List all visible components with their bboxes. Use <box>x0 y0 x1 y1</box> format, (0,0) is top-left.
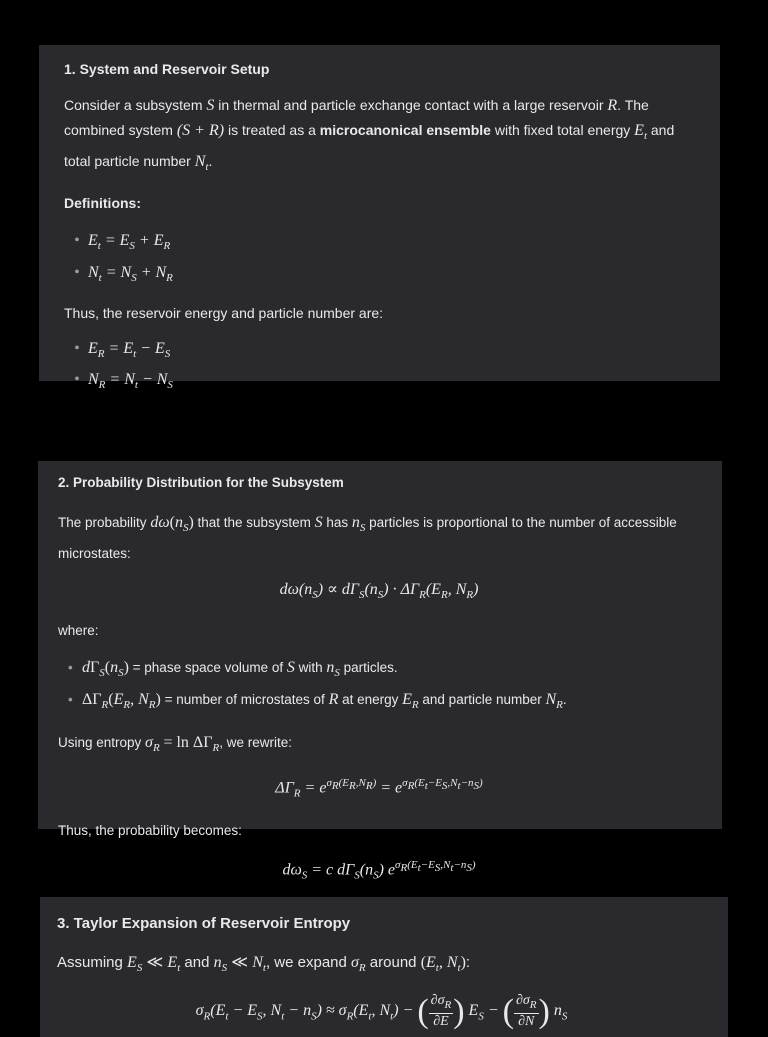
equation-taylor: $\sigma_R(E_t - E_S$, $N_t - n_S) \approx \sigma_R(E_t$, $N_t$) − ( $\frac{\partial\sigma_R}{\partial E}$ ) $E_S$ − ( $\frac{\partial\sigma_R}{\partial N}$ ) $n_S$ <box>195 993 568 1031</box>
taylor-paragraph: Assuming $E_S$ ≪ $E_t$ and $n_S$ ≪ $N_t$, we expand $\sigma_R$ around ($E_t$, $N_t$): <box>57 954 471 975</box>
section-2-card <box>38 461 722 882</box>
reservoir-item: • $N_R = N_t - N_S$ <box>64 367 698 398</box>
reservoir-list <box>64 336 698 398</box>
where-item: • $\Delta\Gamma_R(E_R$, $N_R$) = number of microstates of R at energy $E_R$ and particle number $N_R$. <box>58 687 700 718</box>
definition-item: • $E_t = E_S + E_R$ <box>64 228 698 259</box>
thus-text: Thus, the reservoir energy and particle number are: <box>64 304 384 321</box>
reservoir-item: • $E_R = E_t - E_S$ <box>64 336 698 367</box>
section-title: 3. Taylor Expansion of Reservoir Entropy <box>57 915 351 932</box>
where-label: where: <box>58 623 99 639</box>
where-item: • $d\Gamma_S(n_S)$ = phase space volume of S with $n_S$ particles. <box>58 655 700 686</box>
intro-paragraph: Consider a subsystem S in thermal and particle exchange contact with a large reservoir R. The combined system (S + R) is treated as a microcanonical ensemble with fixed total energy $E_t$ and total particle number $N_t$. <box>64 97 675 174</box>
probability-paragraph: The probability $d\omega(n_S)$ that the subsystem S has $n_S$ particles is proportional to the number of accessible microstates: <box>58 514 677 562</box>
section-title: 1. System and Reservoir Setup <box>64 61 270 77</box>
section-1-card <box>39 45 720 392</box>
section-3-card <box>40 897 728 1037</box>
definitions-label: Definitions: <box>64 195 141 212</box>
equation-proportional: $d\omega(n_S) \propto d\Gamma_S(n_S) \cdot \Delta\Gamma_R(E_R$, $N_R$) <box>279 581 479 602</box>
probability-becomes: Thus, the probability becomes: <box>58 823 242 839</box>
where-list <box>58 655 700 717</box>
definitions-list <box>64 228 698 290</box>
definition-item: • $N_t = N_S + N_R$ <box>64 260 698 291</box>
equation-probability: $d\omega_S = c$ $d\Gamma_S(n_S)$ $e^{\sigma_R(E_t-E_S,N_t-n_S)}$ <box>282 859 476 882</box>
entropy-paragraph: Using entropy $\sigma_R = \ln \Delta\Gamma_R$, we rewrite: <box>58 733 292 754</box>
section-title: 2. Probability Distribution for the Subsystem <box>58 475 344 490</box>
equation-entropy: $\Delta\Gamma_R = e^{\sigma_R(E_R,N_R)} = e^{\sigma_R(E_t-E_S,N_t-n_S)}$ <box>275 776 483 800</box>
